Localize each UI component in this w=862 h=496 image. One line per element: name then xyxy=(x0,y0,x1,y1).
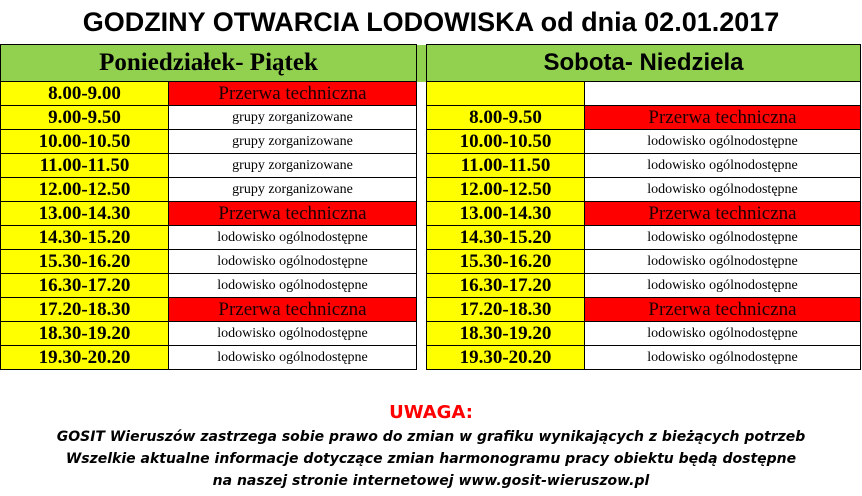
column-gap xyxy=(417,250,427,274)
weekend-activity-cell xyxy=(585,82,861,106)
schedule-row xyxy=(1,226,861,250)
notice-line: GOSIT Wieruszów zastrzega sobie prawo do zmian w grafiku wynikających z bieżących potrzeb xyxy=(56,429,806,445)
weekday-activity-cell: grupy zorganizowane xyxy=(169,106,417,130)
column-gap xyxy=(417,82,427,106)
column-gap xyxy=(417,154,427,178)
weekday-break-cell: Przerwa techniczna xyxy=(169,298,417,322)
weekend-break-cell: Przerwa techniczna xyxy=(585,298,861,322)
weekend-break-cell: Przerwa techniczna xyxy=(585,106,861,130)
trailing-cell xyxy=(585,370,861,379)
column-gap xyxy=(417,322,427,346)
weekend-activity-cell: lodowisko ogólnodostępne xyxy=(585,226,861,250)
trailing-cell xyxy=(427,370,585,379)
weekday-activity-cell: grupy zorganizowane xyxy=(169,178,417,202)
column-gap xyxy=(417,346,427,370)
header-row xyxy=(1,45,861,82)
notice-line: na naszej stronie internetowej www.gosit-wieruszow.pl xyxy=(212,473,650,489)
trailing-cell xyxy=(169,370,417,379)
notice-heading: UWAGA: xyxy=(389,402,473,423)
weekday-break-cell: Przerwa techniczna xyxy=(169,202,417,226)
schedule-row xyxy=(1,154,861,178)
weekend-time-cell: 8.00-9.50 xyxy=(427,106,585,130)
weekend-time-cell: 13.00-14.30 xyxy=(427,202,585,226)
weekday-activity-cell: lodowisko ogólnodostępne xyxy=(169,346,417,370)
weekday-time-cell: 8.00-9.00 xyxy=(1,82,169,106)
weekend-time-cell: 10.00-10.50 xyxy=(427,130,585,154)
weekend-break-cell: Przerwa techniczna xyxy=(585,202,861,226)
weekday-time-cell: 15.30-16.20 xyxy=(1,250,169,274)
trailing-cell xyxy=(417,370,427,379)
weekday-activity-cell: lodowisko ogólnodostępne xyxy=(169,274,417,298)
weekday-activity-cell: lodowisko ogólnodostępne xyxy=(169,322,417,346)
weekday-time-cell: 9.00-9.50 xyxy=(1,106,169,130)
weekend-time-cell xyxy=(427,82,585,106)
schedule-row xyxy=(1,298,861,322)
column-gap xyxy=(417,226,427,250)
weekend-time-cell: 17.20-18.30 xyxy=(427,298,585,322)
column-gap xyxy=(417,130,427,154)
weekend-activity-cell: lodowisko ogólnodostępne xyxy=(585,250,861,274)
weekday-time-cell: 11.00-11.50 xyxy=(1,154,169,178)
trailing-cell xyxy=(1,370,169,379)
schedule-row xyxy=(1,82,861,106)
schedule-row xyxy=(1,250,861,274)
notice-block xyxy=(0,400,862,492)
column-gap xyxy=(417,274,427,298)
weekend-time-cell: 15.30-16.20 xyxy=(427,250,585,274)
trailing-row xyxy=(1,370,861,379)
weekend-time-cell: 18.30-19.20 xyxy=(427,322,585,346)
weekday-activity-cell: grupy zorganizowane xyxy=(169,154,417,178)
schedule-row xyxy=(1,322,861,346)
weekday-time-cell: 12.00-12.50 xyxy=(1,178,169,202)
weekend-activity-cell: lodowisko ogólnodostępne xyxy=(585,154,861,178)
weekend-time-cell: 14.30-15.20 xyxy=(427,226,585,250)
weekend-time-cell: 12.00-12.50 xyxy=(427,178,585,202)
weekend-activity-cell: lodowisko ogólnodostępne xyxy=(585,346,861,370)
schedule-row xyxy=(1,106,861,130)
weekday-time-cell: 18.30-19.20 xyxy=(1,322,169,346)
weekday-time-cell: 16.30-17.20 xyxy=(1,274,169,298)
weekday-time-cell: 14.30-15.20 xyxy=(1,226,169,250)
weekday-time-cell: 17.20-18.30 xyxy=(1,298,169,322)
weekend-activity-cell: lodowisko ogólnodostępne xyxy=(585,322,861,346)
weekend-activity-cell: lodowisko ogólnodostępne xyxy=(585,274,861,298)
schedule-row xyxy=(1,274,861,298)
weekday-time-cell: 13.00-14.30 xyxy=(1,202,169,226)
weekday-time-cell: 10.00-10.50 xyxy=(1,130,169,154)
schedule-row xyxy=(1,346,861,370)
schedule-row xyxy=(1,130,861,154)
weekday-break-cell: Przerwa techniczna xyxy=(169,82,417,106)
column-gap xyxy=(417,45,427,82)
weekend-time-cell: 19.30-20.20 xyxy=(427,346,585,370)
weekend-header: Sobota- Niedziela xyxy=(427,45,861,82)
weekday-activity-cell: lodowisko ogólnodostępne xyxy=(169,250,417,274)
weekday-time-cell: 19.30-20.20 xyxy=(1,346,169,370)
weekend-time-cell: 16.30-17.20 xyxy=(427,274,585,298)
column-gap xyxy=(417,178,427,202)
weekend-activity-cell: lodowisko ogólnodostępne xyxy=(585,130,861,154)
weekday-activity-cell: grupy zorganizowane xyxy=(169,130,417,154)
page-title: GODZINY OTWARCIA LODOWISKA od dnia 02.01.2017 xyxy=(82,7,780,37)
notice-line: Wszelkie aktualne informacje dotyczące zmian harmonogramu pracy obiektu będą dostępne xyxy=(65,451,797,467)
weekend-activity-cell: lodowisko ogólnodostępne xyxy=(585,178,861,202)
weekend-time-cell: 11.00-11.50 xyxy=(427,154,585,178)
column-gap xyxy=(417,298,427,322)
weekday-activity-cell: lodowisko ogólnodostępne xyxy=(169,226,417,250)
weekday-header: Poniedziałek- Piątek xyxy=(1,45,417,82)
schedule-row xyxy=(1,202,861,226)
column-gap xyxy=(417,202,427,226)
column-gap xyxy=(417,106,427,130)
schedule-row xyxy=(1,178,861,202)
schedule-table xyxy=(0,44,861,378)
